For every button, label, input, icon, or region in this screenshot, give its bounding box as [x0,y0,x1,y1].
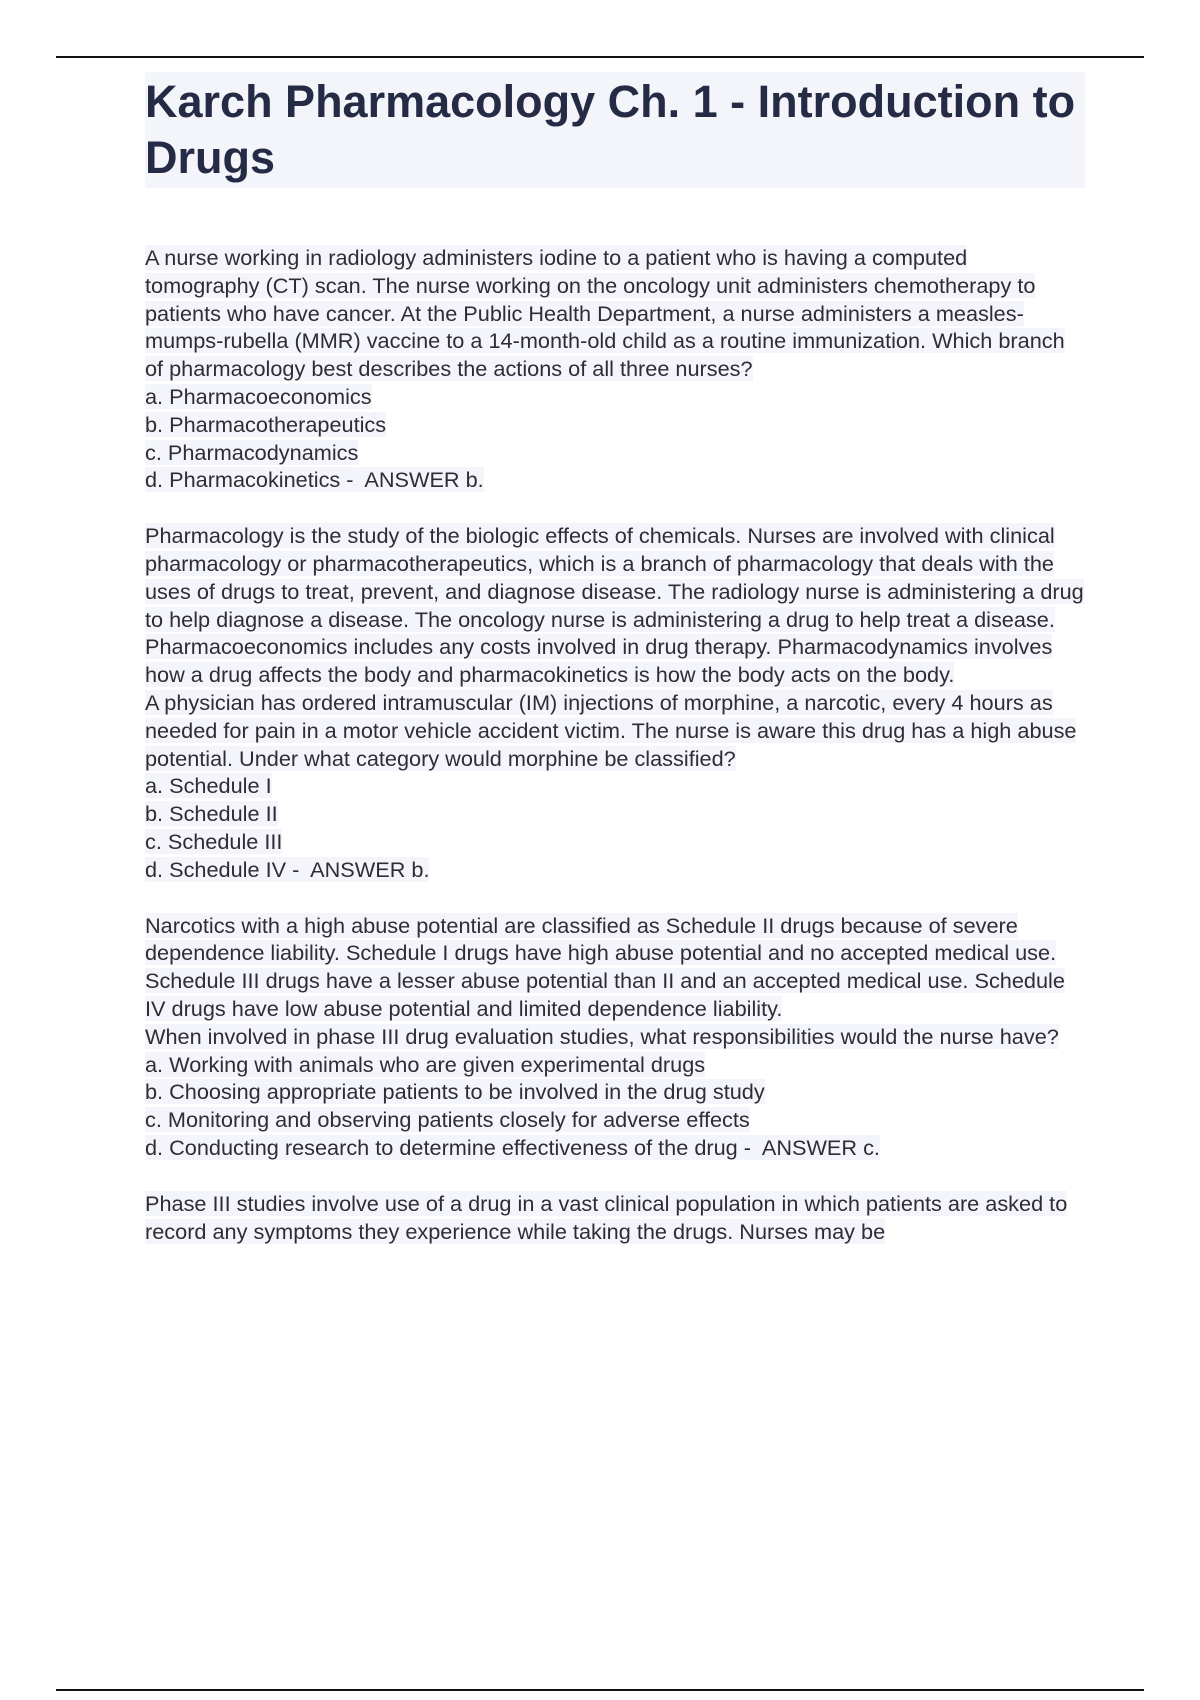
top-rule [56,56,1144,58]
options-list [145,383,1085,494]
option-d: d. Conducting research to determine effectiveness of the drug - ANSWER c. [145,1134,880,1160]
option-d: d. Schedule IV - ANSWER b. [145,856,430,882]
answer-key: - ANSWER b. [340,467,484,493]
option-b: b. Pharmacotherapeutics [145,411,387,437]
option-c: c. Schedule III [145,828,283,854]
options-list [145,1051,1085,1162]
question-text: A nurse working in radiology administers iodine to a patient who is having a computed tomography (CT) scan. The nurse working on the oncology unit administers chemotherapy to patients who have cancer. At the Public Health Department, a nurse administers a measles-mumps-rubella (MMR) vaccine to a 14-month-old child as a routine immunization. Which branch of pharmacology best describes the actions of all three nurses? [145,245,1065,382]
explanation-text: Narcotics with a high abuse potential are classified as Schedule II drugs because of severe dependence liability. Schedule I drugs have high abuse potential and no accepted medical use. Schedule III drugs have a lesser abuse potential than II and an accepted medical use. Schedule IV drugs have low abuse potential and limited dependence liability. [145,912,1065,1021]
answer-key: - ANSWER c. [737,1134,880,1160]
option-c: c. Monitoring and observing patients closely for adverse effects [145,1107,750,1133]
question-block-1 [145,244,1085,689]
explanation-text: Phase III studies involve use of a drug in a vast clinical population in which patients are asked to record any symptoms they experience while taking the drugs. Nurses may be [145,1190,1068,1244]
option-a: a. Schedule I [145,773,272,799]
options-list [145,772,1085,883]
answer-key: - ANSWER b. [286,856,430,882]
document-title: Karch Pharmacology Ch. 1 - Introduction to Drugs [145,72,1085,188]
option-b: b. Choosing appropriate patients to be involved in the drug study [145,1079,765,1105]
document-body [145,72,1085,1245]
option-b: b. Schedule II [145,801,278,827]
option-a: a. Pharmacoeconomics [145,383,372,409]
explanation-text: Pharmacology is the study of the biologic effects of chemicals. Nurses are involved with clinical pharmacology or pharmacotherapeutics, which is a branch of pharmacology that deals with the uses of drugs to treat, prevent, and diagnose disease. The radiology nurse is administering a drug to help diagnose a disease. The oncology nurse is administering a drug to help treat a disease. Pharmacoeconomics includes any costs involved in drug therapy. Pharmacodynamics involves how a drug affects the body and pharmacokinetics is how the body acts on the body. [145,523,1084,688]
question-block-3 [145,1023,1085,1246]
question-block-2 [145,689,1085,1023]
bottom-rule [56,1689,1144,1691]
option-a: a. Working with animals who are given experimental drugs [145,1051,706,1077]
question-text: A physician has ordered intramuscular (IM) injections of morphine, a narcotic, every 4 hours as needed for pain in a motor vehicle accident victim. The nurse is aware this drug has a high abuse potential. Under what category would morphine be classified? [145,689,1077,771]
question-text: When involved in phase III drug evaluation studies, what responsibilities would the nurse have? [145,1023,1059,1049]
option-c: c. Pharmacodynamics [145,439,359,465]
option-d: d. Pharmacokinetics - ANSWER b. [145,467,484,493]
